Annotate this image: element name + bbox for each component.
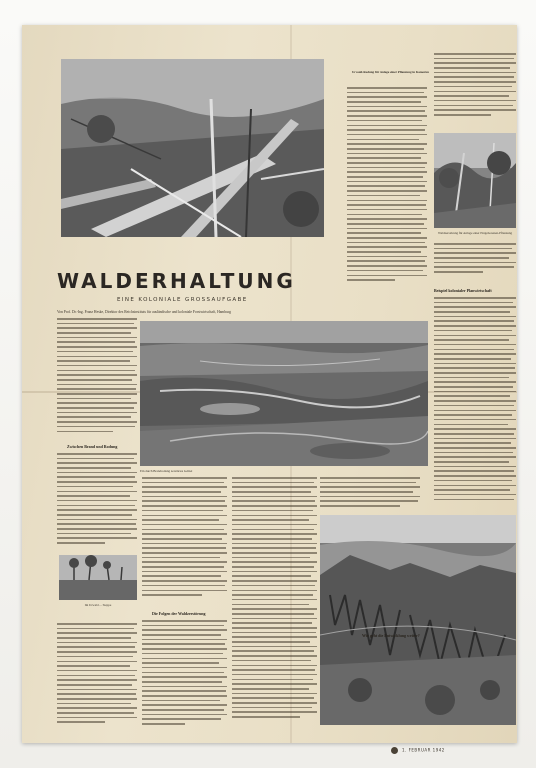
text-column-right-lower bbox=[434, 297, 516, 517]
section-heading-4: Wie geht die Entwicklung weiter? bbox=[362, 633, 420, 638]
article-subheadline: EINE KOLONIALE GROSSAUFGABE bbox=[117, 297, 248, 303]
text-column-left-intro bbox=[57, 318, 137, 443]
section-heading-3: Beispiel kolonialer Planwirtschaft bbox=[434, 288, 492, 293]
text-column-middle-3 bbox=[320, 477, 420, 513]
text-column-middle-2 bbox=[232, 477, 317, 737]
top-photo-forest-clearing bbox=[61, 59, 324, 237]
section-heading-1: Zwischen Brand und Rodung bbox=[67, 444, 118, 449]
text-column-right-top-2 bbox=[434, 53, 516, 129]
text-column-middle-1b bbox=[142, 620, 227, 735]
article-byline: Von Prof. Dr.-Ing. Franz Heske, Direktor des Reichsinstituts für ausländische und koloniale Forstwirtschaft, Hamburg bbox=[57, 310, 231, 314]
caption-left-photo: Im Urwald ... Steppe bbox=[84, 603, 112, 607]
newspaper-page bbox=[22, 25, 517, 753]
caption-right-photo: Waldzerstörung für Anlage einer Eingeborenen-Pflanzung bbox=[437, 231, 513, 235]
text-column-middle-1 bbox=[142, 477, 227, 607]
article-headline: WALDERHALTUNG bbox=[57, 269, 296, 293]
text-column-left-mid bbox=[57, 453, 137, 553]
page-footer bbox=[387, 747, 445, 754]
text-column-left-bottom bbox=[57, 623, 137, 735]
text-column-right-mid bbox=[434, 243, 516, 283]
emblem-icon bbox=[391, 747, 398, 754]
right-top-title: Urwald-Rodung für Anlage einer Pflanzung in Kamerun bbox=[352, 70, 429, 74]
footer-date: 1. FEBRUAR 1942 bbox=[402, 747, 445, 753]
right-top-photo-jungle bbox=[434, 133, 516, 228]
caption-aerial-photo: Ein durch Brandrodung zerstörtes Gebiet bbox=[140, 469, 193, 473]
section-heading-2: Die Folgen der Waldzerstörung bbox=[152, 611, 206, 616]
text-column-right-top-1 bbox=[347, 87, 427, 305]
aerial-photo-landscape bbox=[140, 321, 428, 466]
bottom-right-photo-erosion bbox=[320, 515, 516, 725]
left-photo-savanna bbox=[59, 555, 137, 600]
